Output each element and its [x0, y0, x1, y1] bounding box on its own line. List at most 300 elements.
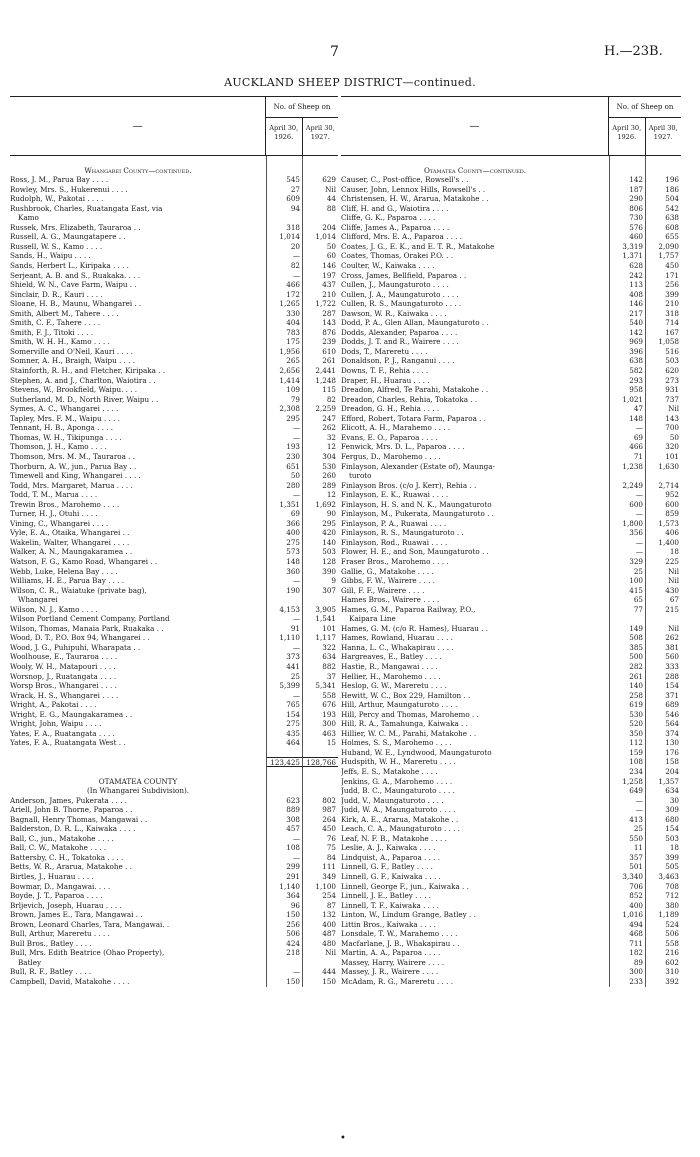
sheep-1926: 295	[266, 414, 302, 424]
sheep-1926: 308	[266, 815, 302, 825]
owner-name: Kirk, A. E., Ararua, Matakohe . .	[341, 814, 459, 824]
sheep-1927: 216	[645, 948, 681, 958]
owner-name: Clifford, Mrs. E. A., Paparoa . . . .	[341, 232, 463, 242]
sheep-1927: 430	[645, 586, 681, 596]
sheep-1927: 309	[645, 805, 681, 815]
table-row	[341, 605, 681, 615]
owner-name: Birtles, J., Huarau . . . .	[10, 872, 94, 882]
sheep-1927: 247	[302, 414, 338, 424]
table-row	[10, 299, 338, 309]
sheep-1927: 289	[302, 481, 338, 491]
sheep-1926: 464	[266, 738, 302, 748]
sheep-1927: 882	[302, 662, 338, 672]
sheep-1926: 148	[609, 414, 645, 424]
sheep-1926: —	[609, 423, 645, 433]
sheep-1926: 1,351	[266, 500, 302, 510]
table-row	[341, 299, 681, 309]
sheep-count-header	[608, 97, 681, 155]
table-row	[10, 500, 338, 510]
owner-name: Hill, R. A., Tamahunga, Kaiwaka . .	[341, 719, 468, 729]
sheep-1926: 466	[609, 442, 645, 452]
sheep-1927: 128,766	[302, 757, 338, 767]
owner-name: Whangarei	[18, 595, 58, 605]
sheep-1927: 288	[645, 672, 681, 682]
sheep-1927	[645, 166, 681, 176]
owner-name: Cullen, J. A., Maungaturoto . . . .	[341, 289, 459, 299]
sheep-1927: 542	[645, 204, 681, 214]
table-row	[341, 939, 681, 949]
owner-name: Finlayson, H. S. and N. K., Maungaturoto	[341, 499, 492, 509]
owner-name	[10, 748, 266, 758]
table-row	[10, 309, 338, 319]
sheep-1926: —	[609, 796, 645, 806]
sheep-1926: 2,656	[266, 366, 302, 376]
owner-name: Bull, Arthur, Mareretu . . . .	[10, 929, 110, 939]
owner-name: Causer, John, Lennox Hills, Rowsell's . .	[341, 184, 486, 194]
sheep-1926: 783	[266, 328, 302, 338]
owner-name: Finlayson Bros. (c/o J. Kerr), Rehia . .	[341, 480, 477, 490]
sheep-1926: 530	[609, 710, 645, 720]
owner-name: Finlayson, Rod., Ruawai . . . .	[341, 537, 448, 547]
owner-name: Watson, F. G., Kamo Road, Whangarei . .	[10, 556, 158, 566]
sheep-1927: 399	[645, 853, 681, 863]
table-row	[341, 528, 681, 538]
page-number: 7	[330, 44, 339, 60]
sheep-1926: 275	[266, 538, 302, 548]
table-row	[341, 805, 681, 815]
sheep-1926: 69	[609, 433, 645, 443]
sheep-1926: 711	[609, 939, 645, 949]
owner-name: Flower, H. E., and Son, Maungaturoto . .	[341, 547, 489, 557]
sheep-1926: —	[266, 967, 302, 977]
sheep-1926: 108	[266, 843, 302, 853]
owner-name: Otamatea County—continued.	[423, 165, 527, 175]
sheep-1927: 50	[645, 433, 681, 443]
table-row	[10, 204, 338, 214]
table-row	[341, 929, 681, 939]
table-row	[10, 824, 338, 834]
sheep-1926: 600	[609, 500, 645, 510]
section-heading	[10, 786, 338, 796]
owner-name: (In Whangarei Subdivision).	[86, 786, 190, 796]
table-row	[10, 586, 338, 596]
table-row	[341, 356, 681, 366]
owner-name: Vining, C., Whangarei . . . .	[10, 518, 109, 528]
sheep-1927: 560	[645, 652, 681, 662]
owner-name: Finlayson, Alexander (Estate of), Maunga-	[341, 461, 495, 471]
section-heading	[341, 166, 681, 176]
sheep-1927: 18	[645, 547, 681, 557]
sheep-1926: 619	[609, 700, 645, 710]
col-1927-header: April 30, 1927.	[645, 118, 682, 155]
owner-name: Stainforth, R. H., and Fletcher, Kiripaka . .	[10, 366, 166, 376]
sheep-1927: 676	[302, 700, 338, 710]
owner-name: Wakelin, Walter, Whangarei . . . .	[10, 537, 130, 547]
owner-name: Cullen, J., Maungaturoto . . . .	[341, 280, 449, 290]
sheep-1926: 494	[609, 920, 645, 930]
owner-name: Judd, B. C., Maungaturoto . . . .	[341, 786, 455, 796]
sheep-1927: 84	[302, 853, 338, 863]
owner-name: Williams, H. E., Parua Bay . . . .	[10, 576, 125, 586]
table-row	[341, 328, 681, 338]
sheep-1927: 196	[645, 175, 681, 185]
sheep-1926	[266, 595, 302, 605]
table-row	[341, 872, 681, 882]
owner-name: Vyle, E. A., Otaika, Whangarei . .	[10, 528, 130, 538]
sheep-1926: 261	[609, 672, 645, 682]
owner-name: Linnell, T. F., Kaiwaka . . . .	[341, 900, 440, 910]
owner-name: Whangarei County—continued.	[84, 165, 192, 175]
sheep-1927: 37	[302, 672, 338, 682]
sheep-1926: 280	[266, 481, 302, 491]
sheep-1927: 9	[302, 576, 338, 586]
sheep-1927: 689	[645, 700, 681, 710]
owner-name: Dodds, Alexander, Paparoa . . . .	[341, 327, 458, 337]
owner-name: Dreadon, G. H., Rehia . . . .	[341, 404, 440, 414]
owner-name: Brown, James E., Tara, Mangawai . .	[10, 910, 143, 920]
sheep-1927	[302, 166, 338, 176]
owner-name: Kamo	[18, 213, 39, 223]
sheep-1926: 282	[609, 662, 645, 672]
owner-name: Massey, J. R., Wairere . . . .	[341, 967, 439, 977]
owner-name: Holmes, S. S., Marohemo . . . .	[341, 738, 452, 748]
owner-name: Wilson, C. R., Waiatuke (private bag),	[10, 585, 147, 595]
sheep-1926: 142	[609, 175, 645, 185]
table-row	[341, 395, 681, 405]
table-row	[10, 853, 338, 863]
sheep-1927: 143	[645, 414, 681, 424]
sheep-1927: 1,357	[645, 777, 681, 787]
owner-name: Balderston, D. R. L., Kaiwaka . . . .	[10, 824, 136, 834]
sheep-1926: 140	[609, 681, 645, 691]
table-row	[10, 528, 338, 538]
table-row	[341, 223, 681, 233]
owner-name: Ross, J. M., Parua Bay . . . .	[10, 175, 109, 185]
sheep-1927: 608	[645, 223, 681, 233]
section-heading	[10, 166, 338, 176]
sheep-1927: 204	[645, 767, 681, 777]
owner-name: Hewitt, W. C., Box 229, Hamilton . .	[341, 690, 471, 700]
table-row	[341, 710, 681, 720]
sheep-1927: 987	[302, 805, 338, 815]
sheep-1927: 210	[302, 290, 338, 300]
sheep-1926: 4,153	[266, 605, 302, 615]
sheep-1926: 112	[609, 738, 645, 748]
owner-name: Russek, Mrs. Elizabeth, Tauraroa . .	[10, 222, 141, 232]
sheep-1927: 802	[302, 796, 338, 806]
sheep-1927: 392	[645, 977, 681, 987]
sheep-1926: 182	[609, 948, 645, 958]
sheep-1926: 638	[609, 356, 645, 366]
sheep-1926: 730	[609, 213, 645, 223]
table-row	[10, 805, 338, 815]
sheep-1927: 132	[302, 910, 338, 920]
sheep-1926: —	[609, 509, 645, 519]
sheep-1926: 1,414	[266, 376, 302, 386]
sheep-1926: 258	[609, 691, 645, 701]
sheep-1926: 108	[609, 757, 645, 767]
sheep-1927: 610	[302, 347, 338, 357]
sheep-1927: 287	[302, 309, 338, 319]
sheep-1926: 318	[266, 223, 302, 233]
sheep-1926: 350	[609, 729, 645, 739]
sheep-1926: 1,238	[609, 462, 645, 472]
sheep-1926: 460	[609, 232, 645, 242]
sheep-1926: 364	[266, 891, 302, 901]
table-row	[10, 834, 338, 844]
owner-name: Kaipara Line	[349, 614, 396, 624]
owner-name: Todd, T. M., Marua . . . .	[10, 490, 98, 500]
sheep-1926: 50	[266, 471, 302, 481]
sheep-1927: 90	[302, 509, 338, 519]
table-row	[341, 232, 681, 242]
table-row	[341, 519, 681, 529]
sheep-1926: —	[609, 490, 645, 500]
table-row	[10, 251, 338, 261]
table-row	[10, 194, 338, 204]
table-row	[341, 910, 681, 920]
sheep-1926: 150	[266, 977, 302, 987]
owner-name: Wilson, Thomas, Manaia Park, Ruakaka . .	[10, 623, 164, 633]
sheep-1927: Nil	[302, 185, 338, 195]
table-row	[341, 309, 681, 319]
owner-name: Ariell, John B. Thorne, Paparoa . .	[10, 805, 133, 815]
sheep-1927: 504	[645, 194, 681, 204]
table-row	[341, 920, 681, 930]
sheep-1926: 1,258	[609, 777, 645, 787]
owner-name: Dodds, J. T. and R., Wairere . . . .	[341, 337, 459, 347]
owner-name: Cliff, H. and G., Waiotira . . . .	[341, 203, 449, 213]
table-row	[341, 748, 681, 758]
sheep-1926: 435	[266, 729, 302, 739]
sheep-1927: 75	[302, 843, 338, 853]
owner-name: Hastie, R., Mangawai . . . .	[341, 661, 438, 671]
sheep-1927: 18	[645, 843, 681, 853]
table-row	[341, 481, 681, 491]
table-row	[341, 471, 681, 481]
table-row	[341, 681, 681, 691]
table-row	[341, 442, 681, 452]
sheep-1926: 100	[609, 576, 645, 586]
sheep-1927: 5,341	[302, 681, 338, 691]
table-row	[341, 843, 681, 853]
table-row	[10, 223, 338, 233]
total-row	[10, 757, 338, 767]
sheep-1927: 130	[645, 738, 681, 748]
sheep-1926: 415	[609, 586, 645, 596]
sheep-1927: 322	[302, 643, 338, 653]
sheep-1926: 330	[266, 309, 302, 319]
table-row	[10, 538, 338, 548]
table-row	[341, 290, 681, 300]
sheep-1927: 420	[302, 528, 338, 538]
table-row	[341, 538, 681, 548]
table-row	[341, 376, 681, 386]
sheep-1927: 506	[645, 929, 681, 939]
sheep-1926: 466	[266, 280, 302, 290]
sheep-1927: 300	[302, 719, 338, 729]
table-row	[341, 786, 681, 796]
sheep-1927: 505	[645, 862, 681, 872]
sheep-1926: 1,371	[609, 251, 645, 261]
page-title: AUCKLAND SHEEP DISTRICT—continued.	[224, 76, 476, 89]
sheep-1926: 82	[266, 261, 302, 271]
owner-name: Bull Bros., Batley . . . .	[10, 938, 92, 948]
table-row	[10, 481, 338, 491]
owner-name: Huband, W. E., Lyndwood, Maungaturoto	[341, 747, 492, 757]
sheep-1926: 96	[266, 901, 302, 911]
sheep-1927: 318	[645, 309, 681, 319]
sheep-1927: 67	[645, 595, 681, 605]
owner-name: Hudspith, W. H., Mareretu . . . .	[341, 757, 456, 767]
owner-name: Dods, T., Mareretu . . . .	[341, 346, 428, 356]
owner-name: Brljevich, Joseph, Huarau . . . .	[10, 900, 122, 910]
table-row	[341, 662, 681, 672]
table-row	[10, 672, 338, 682]
owner-name: Linnell, G. F., Batley . . . .	[341, 862, 433, 872]
sheep-1927: 12	[302, 490, 338, 500]
name-column-header: —	[469, 120, 480, 132]
owner-name	[10, 156, 266, 166]
sheep-1927: 158	[645, 757, 681, 767]
table-row	[10, 318, 338, 328]
table-row	[341, 156, 681, 166]
sheep-1926: 576	[609, 223, 645, 233]
right-column-table	[341, 96, 681, 987]
sheep-1926: 852	[609, 891, 645, 901]
owner-name: Wilson, N. J., Kamo . . . .	[10, 604, 98, 614]
table-row	[10, 462, 338, 472]
sheep-1927	[302, 777, 338, 787]
table-row	[341, 586, 681, 596]
table-row	[341, 213, 681, 223]
table-row	[10, 385, 338, 395]
table-row	[341, 967, 681, 977]
sheep-1927: 1,100	[302, 882, 338, 892]
owner-name: Judd, W. A., Maungaturoto . . . .	[341, 805, 456, 815]
table-row	[341, 652, 681, 662]
owner-name: turoto	[349, 471, 372, 481]
table-row	[10, 242, 338, 252]
sheep-1927: 1,541	[302, 614, 338, 624]
sheep-1926	[266, 748, 302, 758]
sheep-1927: 524	[645, 920, 681, 930]
sheep-1927: 15	[302, 738, 338, 748]
sheep-1926	[266, 777, 302, 787]
table-row	[341, 194, 681, 204]
sheep-1926: 27	[266, 185, 302, 195]
table-row	[10, 356, 338, 366]
owner-name: Leaf, N. F. B., Matakohe . . . .	[341, 833, 447, 843]
sheep-1926: 2,249	[609, 481, 645, 491]
sheep-1926: 149	[609, 624, 645, 634]
sheep-1926: 545	[266, 175, 302, 185]
name-column-header: —	[132, 120, 143, 132]
sheep-1926: 123,425	[266, 757, 302, 767]
sheep-1927: 1,014	[302, 232, 338, 242]
table-row	[341, 242, 681, 252]
left-column-table	[10, 96, 338, 987]
sheep-1927: 262	[645, 633, 681, 643]
sheep-1927: 503	[302, 547, 338, 557]
sheep-1927: 154	[645, 824, 681, 834]
sheep-1926: 94	[266, 204, 302, 214]
owner-name: Sutherland, M. D., North River, Waipu . .	[10, 394, 159, 404]
owner-name: Batley	[18, 957, 42, 967]
owner-name: Hill, Percy and Thomas, Marohemo . .	[341, 709, 479, 719]
sheep-1927: 210	[645, 299, 681, 309]
owner-name: Efford, Robert, Totara Farm, Paparoa . .	[341, 413, 486, 423]
table-row	[10, 414, 338, 424]
owner-name: Brown, Leonard Charles, Tara, Mangawai. .	[10, 919, 170, 929]
owner-name: Cliffe, James A., Paparoa . . . .	[341, 222, 450, 232]
sheep-1927: 101	[302, 624, 338, 634]
sheep-1926: 190	[266, 586, 302, 596]
sheep-1927: 381	[645, 643, 681, 653]
sheep-1927: 516	[645, 347, 681, 357]
sheep-1926: 148	[266, 557, 302, 567]
sheep-1926: 11	[609, 843, 645, 853]
owner-name: Coates, J. G., E. K., and E. T. R., Matakohe	[341, 241, 495, 251]
sheep-1926: 628	[609, 261, 645, 271]
sheep-1926: —	[266, 834, 302, 844]
owner-name: Rushbrook, Charles, Ruatangata East, via	[10, 203, 163, 213]
sheep-1926: 706	[609, 882, 645, 892]
table-row	[341, 777, 681, 787]
sheep-1926: 441	[266, 662, 302, 672]
owner-name: Webb, Luke, Helena Bay . . . .	[10, 566, 118, 576]
sheep-1927: 215	[645, 605, 681, 615]
sheep-1927: 2,441	[302, 366, 338, 376]
sheep-1927: 600	[645, 500, 681, 510]
owner-name: Heslop, G. W., Mareretu . . . .	[341, 681, 447, 691]
sheep-1927: 487	[302, 929, 338, 939]
sheep-1926: 172	[266, 290, 302, 300]
owner-name: Battersby, C. H., Tokatoka . . . .	[10, 852, 124, 862]
table-row	[341, 175, 681, 185]
sheep-1926: 500	[609, 652, 645, 662]
sheep-1926	[266, 156, 302, 166]
sheep-1926: 293	[609, 376, 645, 386]
sheep-1926: 1,140	[266, 882, 302, 892]
table-row	[10, 691, 338, 701]
owner-name: Linton, W., Lindum Grange, Batley . .	[341, 910, 476, 920]
owner-name: Sands, Herbert L., Kiripaka . . . .	[10, 261, 129, 271]
sheep-1927: 390	[302, 567, 338, 577]
sheep-1927: 952	[645, 490, 681, 500]
sheep-1926: 218	[266, 948, 302, 958]
table-row	[341, 318, 681, 328]
sheep-1927: 1,248	[302, 376, 338, 386]
sheep-1927: 1,117	[302, 633, 338, 643]
table-row	[10, 614, 338, 624]
sheep-1926: —	[266, 271, 302, 281]
sheep-1926: 404	[266, 318, 302, 328]
owner-name: Coates, Thomas, Orakei P.O. . .	[341, 251, 453, 261]
owner-name: Linnell, G. F., Kaiwaka . . . .	[341, 872, 441, 882]
table-row	[341, 500, 681, 510]
owner-name: Bowmar, D., Mangawai. . . .	[10, 881, 111, 891]
table-row	[10, 376, 338, 386]
right-rows	[341, 156, 681, 987]
sheep-1927	[302, 213, 338, 223]
owner-name	[341, 156, 609, 166]
sheep-1926: 71	[609, 452, 645, 462]
table-row	[341, 366, 681, 376]
sheep-1927: 143	[302, 318, 338, 328]
sheep-1926: 413	[609, 815, 645, 825]
owner-name: Wright, John, Waipu . . . .	[10, 719, 102, 729]
